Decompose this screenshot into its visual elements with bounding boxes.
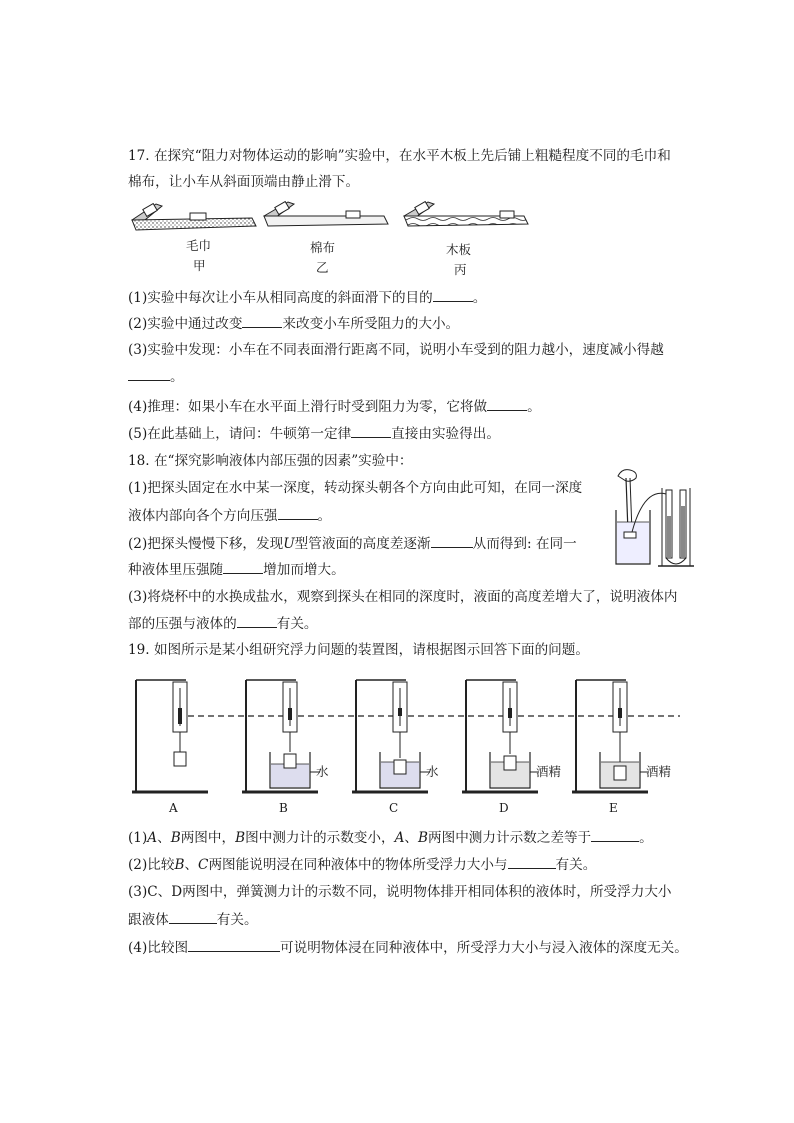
stand-e xyxy=(572,680,648,792)
q18-part3-line1: (3)将烧杯中的水换成盐水，观察到探头在相同的深度时，液面的高度差增大了，说明液体内 xyxy=(128,589,678,605)
stand-c xyxy=(352,680,430,792)
stand-label-c: C xyxy=(389,801,399,815)
q19-buoyancy-apparatus xyxy=(128,668,684,818)
q19-part3-line1: (3)C、D两图中，弹簧测力计的示数不同，说明物体排开相同体积的液体时，所受浮力大小 xyxy=(128,884,672,900)
stand-label-e: E xyxy=(609,801,618,815)
fig-label-jia: 甲 xyxy=(193,258,206,273)
q19-part4: (4)比较图 可说明物体浸在同种液体中，所受浮力大小与浸入液体的深度无关。 xyxy=(128,937,688,958)
q17-blank5[interactable] xyxy=(351,423,391,438)
fig-label-bing: 丙 xyxy=(454,262,467,277)
stand-d xyxy=(462,680,538,792)
stand-label-d: D xyxy=(499,801,509,815)
q19-part1: (1)A、B两图中，B图中测力计的示数变小，A、B两图中测力计示数之差等于 。 xyxy=(128,827,653,848)
q17-part3-line1: (3)实验中发现：小车在不同表面滑行距离不同，说明小车受到的阻力越小，速度减小得越 xyxy=(128,342,664,358)
stand-b xyxy=(242,680,320,792)
q18-pressure-apparatus xyxy=(604,466,696,574)
fig-label-yi: 乙 xyxy=(316,260,329,275)
liquid-label-b: 水 xyxy=(316,764,329,779)
q17-part4: (4)推理：如果小车在水平面上滑行时受到阻力为零，它将做 。 xyxy=(128,396,541,417)
q18-blank3[interactable] xyxy=(223,559,263,574)
liquid-label-e: 酒精 xyxy=(646,764,672,779)
q17-part3-line2: 。 xyxy=(128,366,184,387)
q18-part2-line1: (2)把探头慢慢下移，发现U型管液面的高度差逐渐 从而得到: 在同一 xyxy=(128,533,577,554)
q19-part3-line2: 跟液体 有关。 xyxy=(128,909,258,930)
q18-part2-line2: 种液体里压强随 增加而增大。 xyxy=(128,559,345,580)
ramp-figure-cotton xyxy=(264,202,388,226)
q19-blank3[interactable] xyxy=(169,909,217,924)
stand-label-b: B xyxy=(279,801,288,815)
q18-blank4[interactable] xyxy=(237,613,277,628)
liquid-label-c: 水 xyxy=(426,764,439,779)
q19-blank1[interactable] xyxy=(591,827,639,842)
q17-blank2[interactable] xyxy=(242,313,282,328)
stand-label-a: A xyxy=(169,801,178,815)
q17-blank3[interactable] xyxy=(128,366,170,381)
q17-part2: (2)实验中通过改变 来改变小车所受阻力的大小。 xyxy=(128,313,459,334)
q18-part3-line2: 部的压强与液体的 有关。 xyxy=(128,613,318,634)
q18-part1-line1: (1)把探头固定在水中某一深度，转动探头朝各个方向由此可知，在同一深度 xyxy=(128,480,583,496)
q17-blank4[interactable] xyxy=(487,396,527,411)
q19-part2: (2)比较B、C两图能说明浸在同种液体中的物体所受浮力大小与 有关。 xyxy=(128,854,596,875)
q18-blank2[interactable] xyxy=(431,533,473,548)
q18-part1-line2: 液体内部向各个方向压强 。 xyxy=(128,505,331,526)
q17-stem-line1: 17. 在探究“阻力对物体运动的影响”实验中，在水平木板上先后铺上粗糙程度不同的毛巾和 xyxy=(128,148,671,164)
ramp-figure-wood xyxy=(404,202,528,226)
fig-surface-cotton: 棉布 xyxy=(310,240,336,255)
q17-stem-line2: 棉布，让小车从斜面顶端由静止滑下。 xyxy=(128,174,360,190)
liquid-label-d: 酒精 xyxy=(536,764,562,779)
q18-stem: 18. 在“探究影响液体内部压强的因素”实验中： xyxy=(128,453,413,469)
q18-blank1[interactable] xyxy=(278,505,318,520)
q17-blank1[interactable] xyxy=(433,287,473,302)
q19-blank2[interactable] xyxy=(508,854,556,869)
q17-part1: (1)实验中每次让小车从相同高度的斜面滑下的目的 。 xyxy=(128,287,486,308)
ramp-figure-towel xyxy=(132,204,256,230)
q19-blank4[interactable] xyxy=(188,937,280,952)
q19-stem: 19. 如图所示是某小组研究浮力问题的装置图，请根据图示回答下面的问题。 xyxy=(128,642,589,658)
fig-surface-wood: 木板 xyxy=(446,242,472,257)
fig-surface-towel: 毛巾 xyxy=(186,238,212,253)
stand-a xyxy=(132,680,208,792)
q17-part5: (5)在此基础上，请问：牛顿第一定律 直接由实验得出。 xyxy=(128,423,500,444)
